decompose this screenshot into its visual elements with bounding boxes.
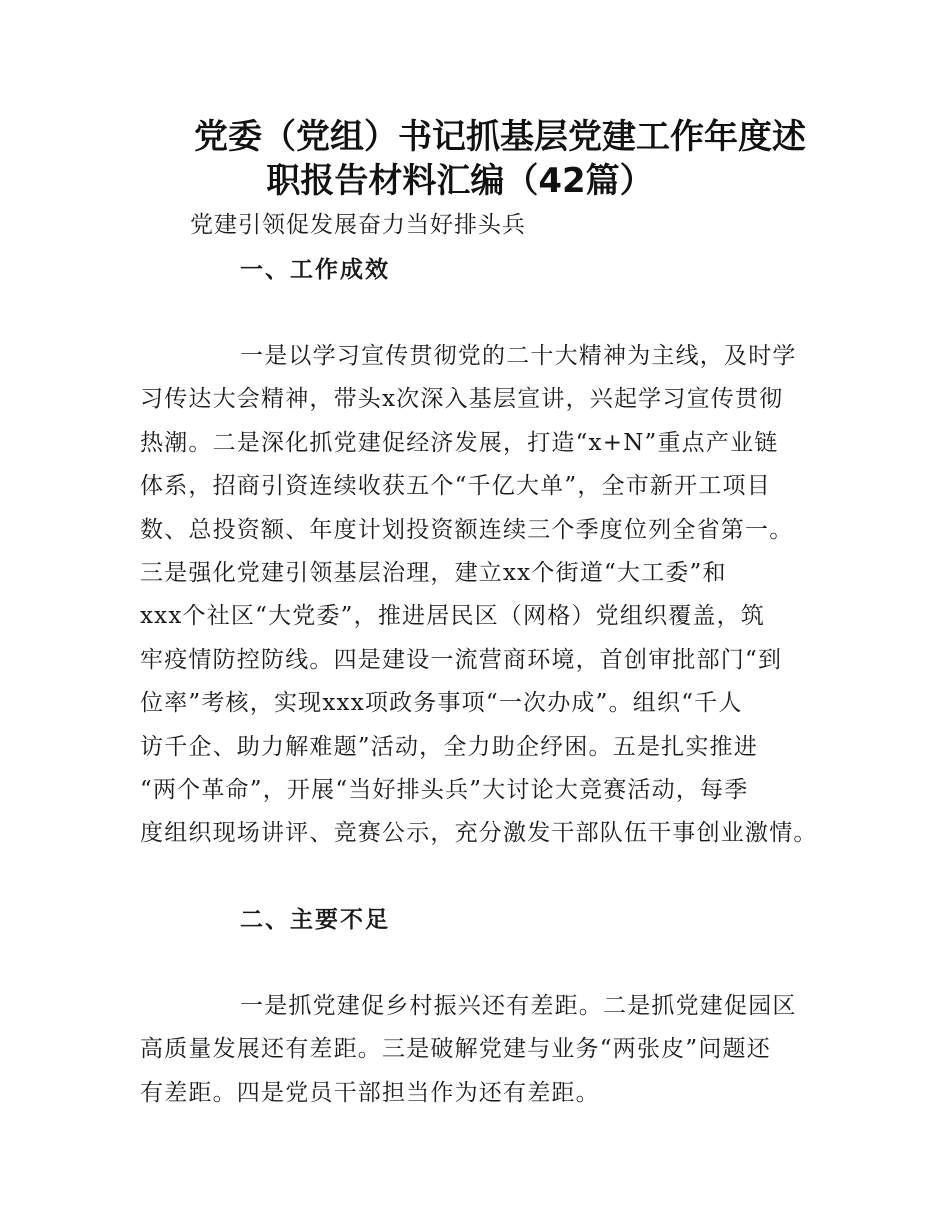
paragraph-line: 热潮。二是深化抓党建促经济发展，打造“x+N”重点产业链 (140, 429, 779, 456)
section-heading-achievements: 一、工作成效 (240, 256, 390, 283)
section-paragraph-achievements (140, 335, 830, 856)
paragraph-line: 数、总投资额、年度计划投资额连续三个季度位列全省第一。 (140, 516, 794, 543)
document-title-line-2: 职报告材料汇编（42篇） (266, 161, 654, 201)
paragraph-line: 一是抓党建促乡村振兴还有差距。二是抓党建促园区 (240, 993, 797, 1019)
paragraph-line: 体系，招商引资连续收获五个“千亿大单”，全市新开工项目 (140, 473, 771, 500)
paragraph-line: 牢疫情防控防线。四是建设一流营商环境，首创审批部门“到 (140, 646, 783, 673)
paragraph-line: xxx个社区“大党委”，推进居民区（网格）党组织覆盖，筑 (140, 603, 766, 630)
document-title-line-1: 党委（党组）书记抓基层党建工作年度述 (194, 117, 806, 157)
section-paragraph-shortcomings (140, 985, 830, 1115)
section-heading-shortcomings: 二、主要不足 (240, 906, 390, 933)
paragraph-line: 位率”考核，实现xxx项政务事项“一次办成”。组织“千人 (140, 690, 743, 717)
paragraph-line: 访千企、助力解难题”活动，全力助企纾困。五是扎实推进 (140, 733, 758, 760)
paragraph-line: 有差距。四是党员干部担当作为还有差距。 (140, 1079, 600, 1106)
paragraph-line: 度组织现场讲评、竞赛公示，充分激发干部队伍干事创业激情。 (140, 820, 818, 847)
document-subtitle: 党建引领促发展奋力当好排头兵 (190, 212, 526, 238)
paragraph-line: 高质量发展还有差距。三是破解党建与业务“两张皮”问题还 (140, 1036, 771, 1063)
paragraph-line: “两个革命”，开展“当好排头兵”大讨论大竞赛活动，每季 (140, 777, 749, 804)
paragraph-line: 一是以学习宣传贯彻党的二十大精神为主线，及时学 (240, 343, 797, 369)
paragraph-line: 三是强化党建引领基层治理，建立xx个街道“大工委”和 (140, 560, 727, 587)
paragraph-line: 习传达大会精神，带头x次深入基层宣讲，兴起学习宣传贯彻 (140, 386, 784, 413)
